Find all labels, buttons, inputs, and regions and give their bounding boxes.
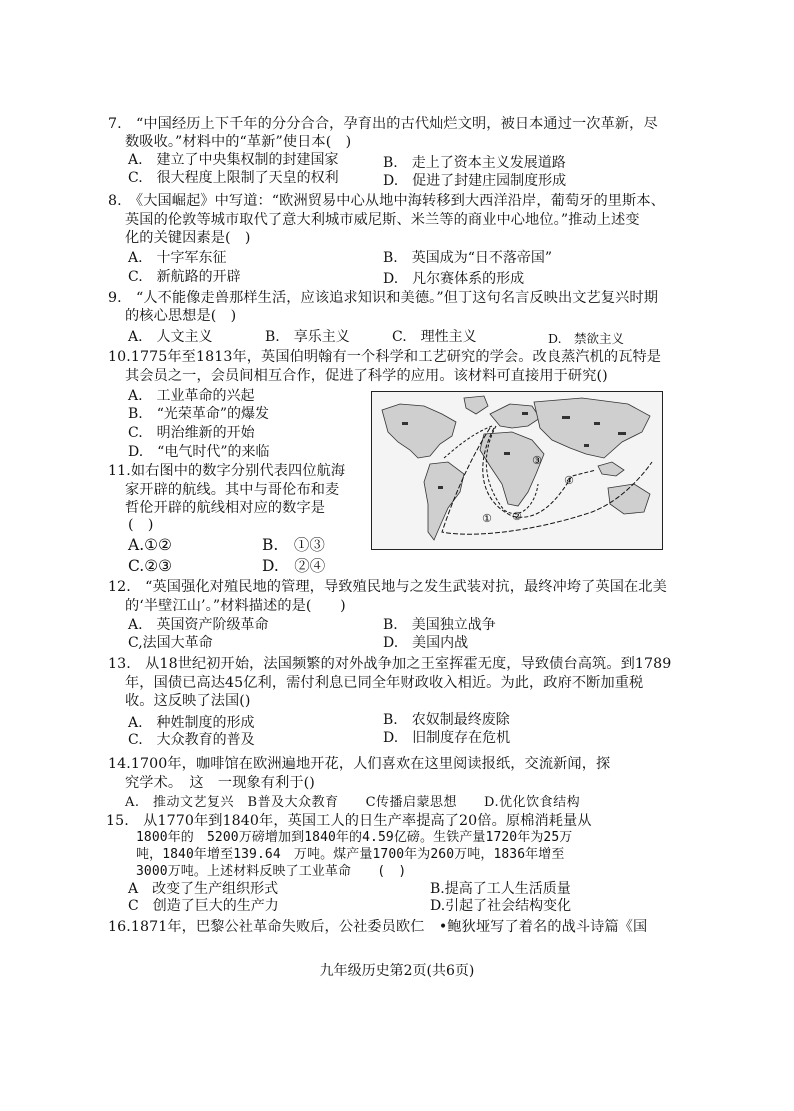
q15-option-a: A 改变了生产组织形式: [128, 881, 279, 897]
q10-stem-line2: 其会员之一，会员间相互合作，促进了科学的应用。该材料可直接用于研究(): [125, 368, 608, 384]
place-marker: [562, 416, 570, 419]
q8-stem-line3: 化的关键因素是( ): [125, 230, 251, 246]
q9-stem-line1: 9. “人不能像走兽那样生活，应该追求知识和美德。”但丁这句名言反映出文艺复兴时期: [108, 290, 658, 306]
q10-option-d: D. “电气时代”的来临: [128, 444, 270, 460]
place-marker: [594, 422, 600, 425]
q11-stem-line2: 家开辟的航线。其中与哥伦布和麦: [125, 482, 340, 498]
q7-option-d: D. 促进了封建庄园制度形成: [383, 173, 567, 189]
asia-landmass: [534, 398, 650, 458]
q13-option-d: D. 旧制度存在危机: [383, 730, 511, 746]
q15-stem-line4: 3000万吨。上述材料反映了工业革命 ( ): [136, 864, 407, 879]
europe-landmass: [490, 404, 540, 428]
q14-stem-line2: 究学术。 这 一现象有利于(): [125, 775, 315, 791]
route-label-3: ③: [532, 454, 542, 467]
q12-option-a: A. 英国资产阶级革命: [128, 617, 269, 633]
q12-option-d: D. 美国内战: [383, 635, 469, 651]
q13-stem-line1: 13. 从18世纪初开始，法国频繁的对外战争加之王室挥霍无度，导致债台高筑。到1789: [108, 656, 672, 672]
voyage-routes-map: [371, 391, 663, 550]
q15-option-c: C 创造了巨大的生产力: [128, 898, 279, 914]
q12-option-c: C,法国大革命: [128, 635, 213, 651]
place-marker: [584, 444, 589, 447]
q7-stem-line2: 数吸收。”材料中的“革新”使日本( ): [125, 134, 352, 150]
q8-option-a: A. 十字军东征: [128, 250, 227, 266]
q11-option-b: B. ①③: [262, 536, 325, 554]
q11-option-c: C.②③: [128, 557, 173, 575]
q11-stem-line3: 哲伦开辟的航线相对应的数字是: [125, 500, 326, 516]
q8-option-c: C. 新航路的开辟: [128, 269, 241, 285]
north-america-landmass: [382, 404, 456, 458]
q11-stem-line1: 11.如右图中的数字分别代表四位航海: [108, 463, 346, 479]
q15-stem-line2: 1800年的 5200万磅增加到1840年的4.59亿磅。生铁产量1720年为25万: [136, 830, 573, 845]
route-4-line: [442, 428, 652, 534]
q10-option-a: A. 工业革命的兴起: [128, 388, 255, 404]
q12-option-b: B. 美国独立战争: [383, 617, 496, 633]
q10-stem-line1: 10.1775年至1813年，英国伯明翰有一个科学和工艺研究的学会。改良蒸汽机的瓦特是: [108, 349, 662, 365]
q14-stem-line1: 14.1700年，咖啡馆在欧洲遍地开花，人们喜欢在这里阅读报纸，交流新闻，探: [108, 756, 611, 772]
q8-stem-line2: 英国的伦敦等城市取代了意大利城市威尼斯、米兰等的商业中心地位。”推动上述变: [125, 212, 640, 228]
q8-option-b: B. 英国成为“日不落帝国”: [383, 250, 553, 266]
q15-option-b: B.提高了工人生活质量: [430, 881, 571, 897]
q12-stem-line1: 12. “英国强化对殖民地的管理，导致殖民地与之发生武装对抗，最终冲垮了英国在北美: [108, 579, 667, 595]
q13-option-c: C. 大众教育的普及: [128, 732, 255, 748]
q13-stem-line2: 年，国债已高达45亿利，需付利息已同全年财政收入相近。为此，政府不断加重税: [125, 675, 644, 691]
q7-option-b: B. 走上了资本主义发展道路: [383, 155, 566, 171]
q9-option-d: D. 禁欲主义: [548, 331, 625, 346]
place-marker: [618, 432, 626, 435]
q10-option-c: C. 明治维新的开始: [128, 425, 255, 441]
q13-option-a: A. 种姓制度的形成: [128, 715, 255, 731]
q13-stem-line3: 收。这反映了法国(): [125, 693, 251, 709]
q13-option-b: B. 农奴制最终废除: [383, 712, 510, 728]
q15-stem-line3: 吨，1840年增至139.64 万吨。煤产量1700年为260万吨，1836年增至: [136, 847, 565, 862]
africa-landmass: [480, 432, 544, 506]
place-marker: [438, 486, 443, 489]
route-label-2: ②: [512, 510, 522, 523]
world-map-svg: [372, 392, 662, 549]
route-label-1: ①: [482, 512, 492, 525]
southeast-asia-islands: [598, 462, 624, 476]
route-label-4: ④: [564, 474, 574, 487]
q10-option-b: B. “光荣革命”的爆发: [128, 406, 270, 422]
q11-option-a: A.①②: [128, 536, 172, 554]
q11-stem-line4: ( ): [128, 517, 154, 533]
q7-option-c: C. 很大程度上限制了天皇的权利: [128, 170, 339, 186]
south-america-landmass: [424, 462, 464, 540]
q7-stem-line1: 7. “中国经历上下千年的分分合合，孕育出的古代灿烂文明，被日本通过一次革新，尽: [108, 116, 658, 132]
place-marker: [522, 412, 528, 415]
q16-stem-line1: 16.1871年，巴黎公社革命失败后，公社委员欧仁 •鲍狄垭写了着名的战斗诗篇《国: [108, 919, 648, 935]
q9-option-c: C. 理性主义: [392, 329, 477, 345]
place-marker: [504, 452, 510, 455]
q11-option-d: D. ②④: [262, 557, 326, 575]
q9-option-a: A. 人文主义: [128, 329, 213, 345]
greenland-landmass: [464, 396, 488, 414]
q8-option-d: D. 凡尔赛体系的形成: [383, 271, 525, 287]
place-marker: [402, 422, 408, 425]
q12-stem-line2: 的‘半壁江山’。”材料描述的是( ): [125, 598, 346, 614]
q15-stem-line1: 15. 从1770年到1840年，英国工人的日生产率提高了20倍。原棉消耗量从: [106, 813, 592, 829]
page-footer: 九年级历史第2页(共6页): [319, 963, 475, 979]
q9-stem-line2: 的核心思想是( ): [125, 308, 237, 324]
q15-option-d: D.引起了社会结构变化: [430, 898, 572, 914]
q9-option-b: B. 享乐主义: [265, 329, 350, 345]
q8-stem-line1: 8. 《大国崛起》中写道：“欧洲贸易中心从地中海转移到大西洋沿岸，葡萄牙的里斯本、: [108, 193, 665, 209]
q7-option-a: A. 建立了中央集权制的封建国家: [128, 152, 339, 168]
q14-options: A. 推动文艺复兴 B普及大众教育 C传播启蒙思想 D.优化饮食结构: [125, 795, 581, 810]
